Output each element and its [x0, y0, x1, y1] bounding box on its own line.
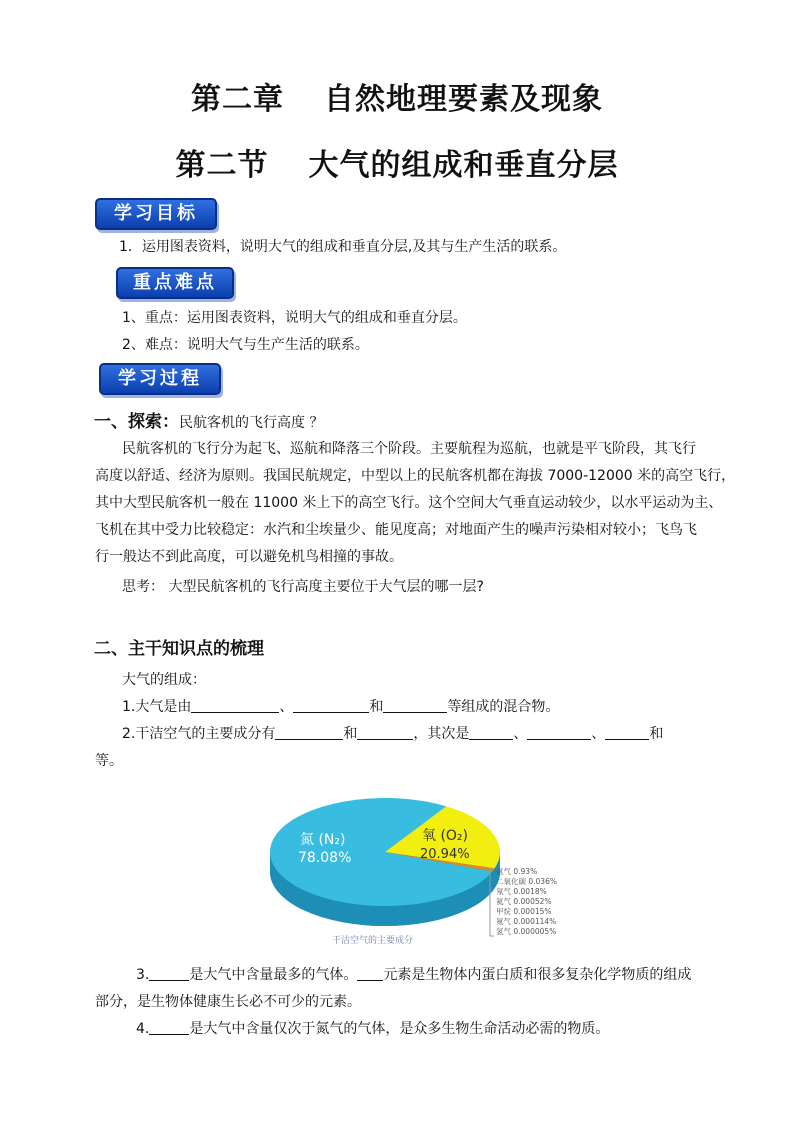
- question-4: 4. 是大气中含量仅次于氮气的气体，是众多生物生命活动必需的物质。: [136, 1021, 610, 1037]
- question-3-cont: 部分，是生物体健康生长必不可少的元素。: [95, 994, 361, 1010]
- blank-field[interactable]: [293, 698, 369, 713]
- paragraph-line: 飞机在其中受力比较稳定：水汽和尘埃量少、能见度高；对地面产生的噪声污染相对较小；飞鸟飞: [95, 522, 697, 538]
- minor-component: 二氧化碳 0.036%: [496, 877, 557, 886]
- minor-component: 氩气 0.93%: [496, 867, 538, 876]
- blank-field[interactable]: [149, 1020, 189, 1035]
- minor-component: 氢气 0.000005%: [496, 927, 557, 936]
- objective-item: 1．运用图表资料，说明大气的组成和垂直分层,及其与生产生活的联系。: [119, 239, 567, 255]
- blank-field[interactable]: [357, 725, 413, 740]
- composition-intro: 大气的组成：: [122, 672, 206, 688]
- minor-component: 氖气 0.0018%: [496, 887, 547, 896]
- paragraph-line: 民航客机的飞行分为起飞、巡航和降落三个阶段。主要航程为巡航，也就是平飞阶段，其飞行: [122, 441, 696, 457]
- key-point-item: 1、重点：运用图表资料，说明大气的组成和垂直分层。: [122, 310, 467, 326]
- nitrogen-value: 78.08%: [298, 850, 352, 866]
- blank-field[interactable]: [149, 966, 189, 981]
- objectives-tag: 学习目标: [95, 198, 217, 230]
- key-point-item: 2、难点：说明大气与生产生活的联系。: [122, 337, 369, 353]
- oxygen-value: 20.94%: [420, 847, 470, 862]
- minor-component: 氪气 0.000114%: [496, 917, 557, 926]
- minor-component: 甲烷 0.00015%: [496, 907, 552, 916]
- minor-component: 氦气 0.00052%: [496, 897, 552, 906]
- blank-field[interactable]: [191, 698, 279, 713]
- question-2-cont: 等。: [95, 753, 123, 769]
- question-1: 1.大气是由 、 和 等组成的混合物。: [122, 699, 560, 715]
- key-points-tag: 重点难点: [116, 267, 234, 299]
- air-composition-pie-chart: [258, 790, 578, 950]
- paragraph-line: 其中大型民航客机一般在 11000 米上下的高空飞行。这个空间大气垂直运动较少，以水平运动为主、: [95, 495, 723, 511]
- blank-field[interactable]: [357, 966, 383, 981]
- explore-question: 民航客机的飞行高度 ？: [179, 415, 324, 431]
- question-3: 3. 是大气中含量最多的气体。 元素是生物体内蛋白质和很多复杂化学物质的组成: [136, 967, 692, 983]
- process-tag: 学习过程: [99, 363, 221, 395]
- chart-title: 干洁空气的主要成分: [332, 936, 414, 946]
- blank-field[interactable]: [275, 725, 343, 740]
- chapter-title: 第二章 自然地理要素及现象: [191, 82, 603, 117]
- blank-field[interactable]: [527, 725, 591, 740]
- knowledge-heading: 二、主干知识点的梳理: [94, 639, 264, 659]
- nitrogen-label: 氮 (N₂): [300, 832, 346, 848]
- explore-heading: 一、探索：民航客机的飞行高度 ？: [94, 412, 324, 432]
- question-2: 2.干洁空气的主要成分有 和 ，其次是 、 、 和: [122, 726, 664, 742]
- oxygen-label: 氧 (O₂): [422, 828, 469, 844]
- think-question: 思考： 大型民航客机的飞行高度主要位于大气层的哪一层?: [122, 579, 484, 595]
- section-title: 第二节 大气的组成和垂直分层: [175, 148, 619, 183]
- blank-field[interactable]: [605, 725, 649, 740]
- paragraph-line: 高度以舒适、经济为原则。我国民航规定，中型以上的民航客机都在海拔 7000-12000 米的高空飞行，: [95, 468, 736, 484]
- paragraph-line: 行一般达不到此高度，可以避免机鸟相撞的事故。: [95, 549, 403, 565]
- blank-field[interactable]: [469, 725, 513, 740]
- blank-field[interactable]: [383, 698, 447, 713]
